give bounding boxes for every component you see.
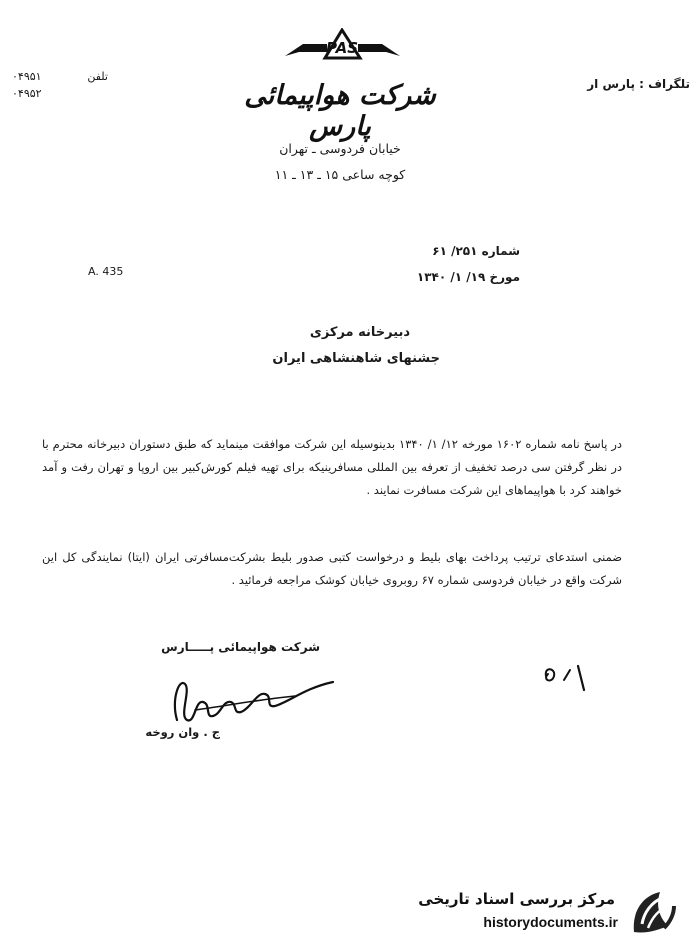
reference-date: مورخ ۱۹/ ۱/ ۱۳۴۰ bbox=[416, 270, 520, 284]
phone-number-2: ۰۴۹۵۲ bbox=[12, 87, 42, 100]
handwritten-number: A. 435 bbox=[88, 265, 124, 278]
address-line-1: خیابان فردوسی ـ تهران bbox=[279, 141, 401, 156]
handwritten-signature bbox=[165, 670, 345, 730]
logo-text: PAS bbox=[325, 39, 359, 57]
recipient-line-2: جشنهای شاهنشاهی ایران bbox=[272, 351, 440, 366]
body-paragraph-1: در پاسخ نامه شماره ۱۶۰۲ مورخه ۱۲/ ۱/ ۱۳۴۰ بدینوسیله این شرکت موافقت مینماید که طبق دستوران دبیرخانه محترم با در نظر گرفتن سی درصد تخفیف از تعرفه بین المللی مسافرینیکه برای تهیه فیلم کورش‌کبیر بین اروپا و تهران رفت و آمد خواهند کرد با هواپیماهای این شرکت مسافرت نمایند . bbox=[42, 437, 622, 497]
reference-number: شماره ۲۵۱/ ۶۱ bbox=[432, 244, 520, 258]
archive-watermark bbox=[400, 884, 690, 942]
company-name: شرکت هواپیمائی پارس bbox=[244, 80, 436, 142]
handwritten-mark bbox=[540, 662, 590, 692]
body-paragraph-2: ضمنی استدعای ترتیب پرداخت بهای بلیط و درخواست کتبی صدور بلیط بشرکت‌مسافرتی ایران (ایتا) نمایندگی کل این شرکت واقع در خیابان فردوسی شماره ۶۷ روبروی خیابان کوشک مراجعه فرمائید . bbox=[42, 550, 622, 587]
archive-url: historydocuments.ir bbox=[483, 914, 618, 930]
signer-name: ج . وان روخه bbox=[145, 725, 220, 739]
closing-company: شرکت هواپیمائی پـــــارس bbox=[161, 640, 320, 654]
archive-logo-icon bbox=[628, 888, 680, 938]
telegraph-address: تلگراف : پارس ار bbox=[587, 77, 690, 91]
phone-number-1: ۰۴۹۵۱ bbox=[12, 70, 42, 83]
reference-block bbox=[380, 238, 520, 290]
recipient-line-1: دبیرخانه مرکزی bbox=[309, 325, 411, 340]
archive-title: مرکز بررسی اسناد تاریخی bbox=[418, 890, 615, 908]
recipient-block bbox=[272, 320, 440, 372]
phone-label: تلفن bbox=[87, 70, 108, 83]
pars-airline-logo bbox=[285, 28, 400, 62]
address-line-2: کوچه ساعی ۱۵ ـ ۱۳ ـ ۱۱ bbox=[274, 167, 406, 182]
